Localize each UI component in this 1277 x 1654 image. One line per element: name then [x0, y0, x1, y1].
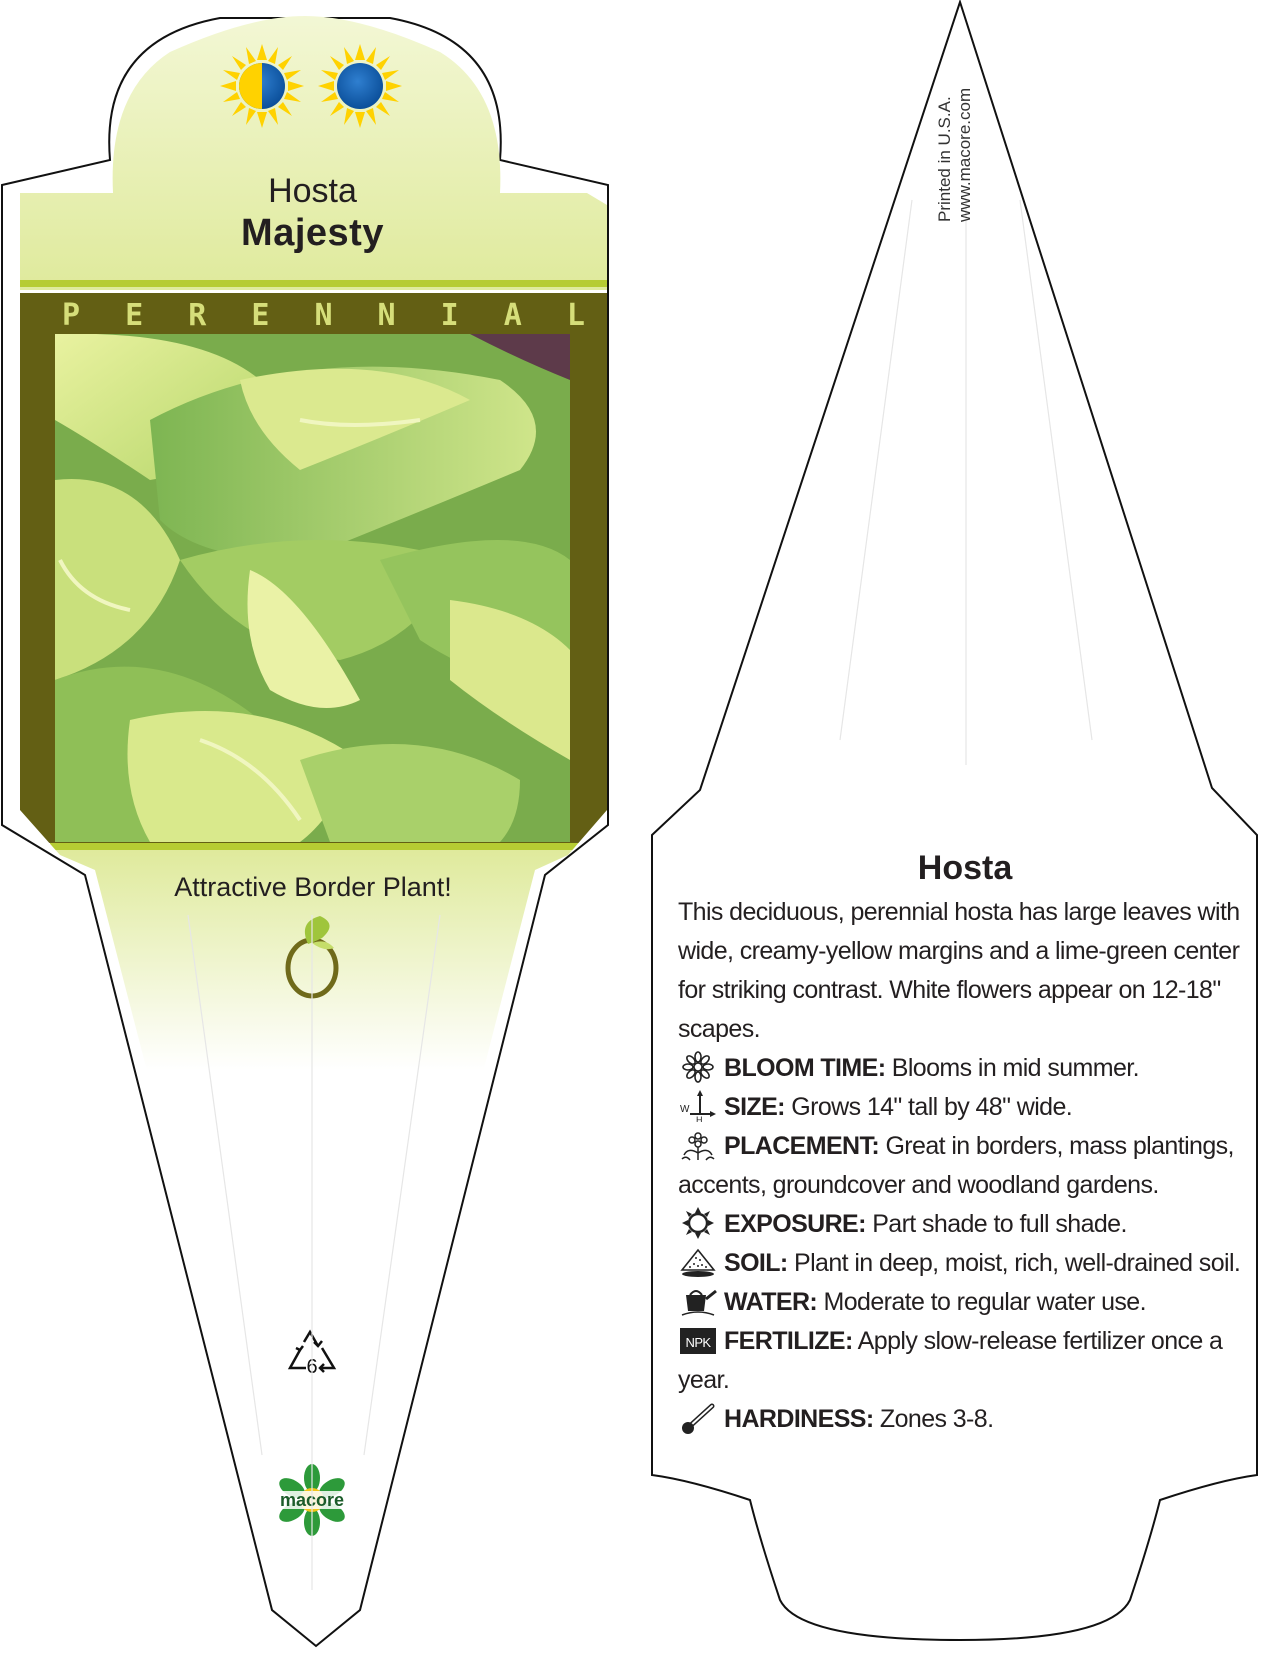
attribute-value: Zones 3-8. [873, 1405, 994, 1433]
attribute-row [678, 1244, 1258, 1283]
attribute-value: Grows 14" tall by 48" wide. [784, 1093, 1073, 1121]
macore-wordmark: macore [279, 1490, 345, 1510]
category-letter: P [62, 297, 81, 333]
attribute-row [678, 1205, 1258, 1244]
plant-variety: Majesty [241, 212, 384, 254]
tagline: Attractive Border Plant! [174, 872, 452, 902]
watering-can-icon [678, 1285, 718, 1317]
category-letter: N [314, 297, 333, 333]
website-text: www.macore.com [955, 87, 974, 222]
attribute-label: SOIL: [724, 1249, 788, 1277]
size-icon [678, 1090, 718, 1122]
flower-icon [678, 1051, 718, 1083]
soil-icon [678, 1246, 718, 1278]
full-shade-icon [318, 44, 402, 128]
back-title: Hosta [917, 849, 1013, 887]
attribute-label: FERTILIZE: [724, 1327, 853, 1355]
attribute-value: Great in borders, mass plantings, accents, groundcover and woodland gardens. [678, 1132, 1234, 1199]
part-shade-icon [220, 44, 304, 128]
recycle-number: 6 [306, 1356, 318, 1378]
attribute-label: PLACEMENT: [724, 1132, 880, 1160]
plant-genus: Hosta [268, 172, 357, 210]
category-letter: I [440, 297, 459, 333]
attribute-value: Blooms in mid summer. [885, 1054, 1139, 1082]
attribute-value: Plant in deep, moist, rich, well-drained soil. [787, 1249, 1241, 1277]
attribute-row [678, 1400, 1258, 1439]
npk-icon [678, 1324, 718, 1356]
attribute-row [678, 1049, 1258, 1088]
svg-text:NPK: NPK [685, 1335, 711, 1350]
placement-icon [678, 1129, 718, 1161]
category-letter: E [251, 297, 270, 333]
attribute-label: WATER: [724, 1288, 818, 1316]
description: This deciduous, perennial hosta has large leaves with wide, creamy-yellow margins and a lime-green center for striking contrast. White flowers appear on 12-18" scapes. [678, 898, 1240, 1043]
category-letter: A [503, 297, 522, 333]
thermometer-icon [678, 1402, 718, 1434]
category-letter: L [566, 297, 585, 333]
category-letter: R [188, 297, 207, 333]
attribute-value: Apply slow-release fertilizer once a year. [678, 1327, 1223, 1394]
category-letter: N [377, 297, 396, 333]
attribute-label: HARDINESS: [724, 1405, 874, 1433]
attribute-label: BLOOM TIME: [724, 1054, 886, 1082]
attribute-label: EXPOSURE: [724, 1210, 866, 1238]
care-info [678, 893, 1258, 1439]
svg-text:H: H [696, 1115, 702, 1122]
attribute-label: SIZE: [724, 1093, 785, 1121]
category-band [22, 297, 607, 333]
attribute-row [678, 1283, 1258, 1322]
sun-exposure-icon [678, 1207, 718, 1239]
attribute-row [678, 1127, 1258, 1205]
printer-credit [935, 52, 974, 222]
attribute-value: Moderate to regular water use. [817, 1288, 1146, 1316]
svg-text:W: W [680, 1104, 689, 1115]
category-letter: E [125, 297, 144, 333]
attribute-row [678, 1322, 1258, 1400]
attribute-value: Part shade to full shade. [865, 1210, 1127, 1238]
printed-in-text: Printed in U.S.A. [935, 96, 954, 222]
hosta-photo [55, 334, 570, 842]
attribute-row [678, 1088, 1258, 1127]
